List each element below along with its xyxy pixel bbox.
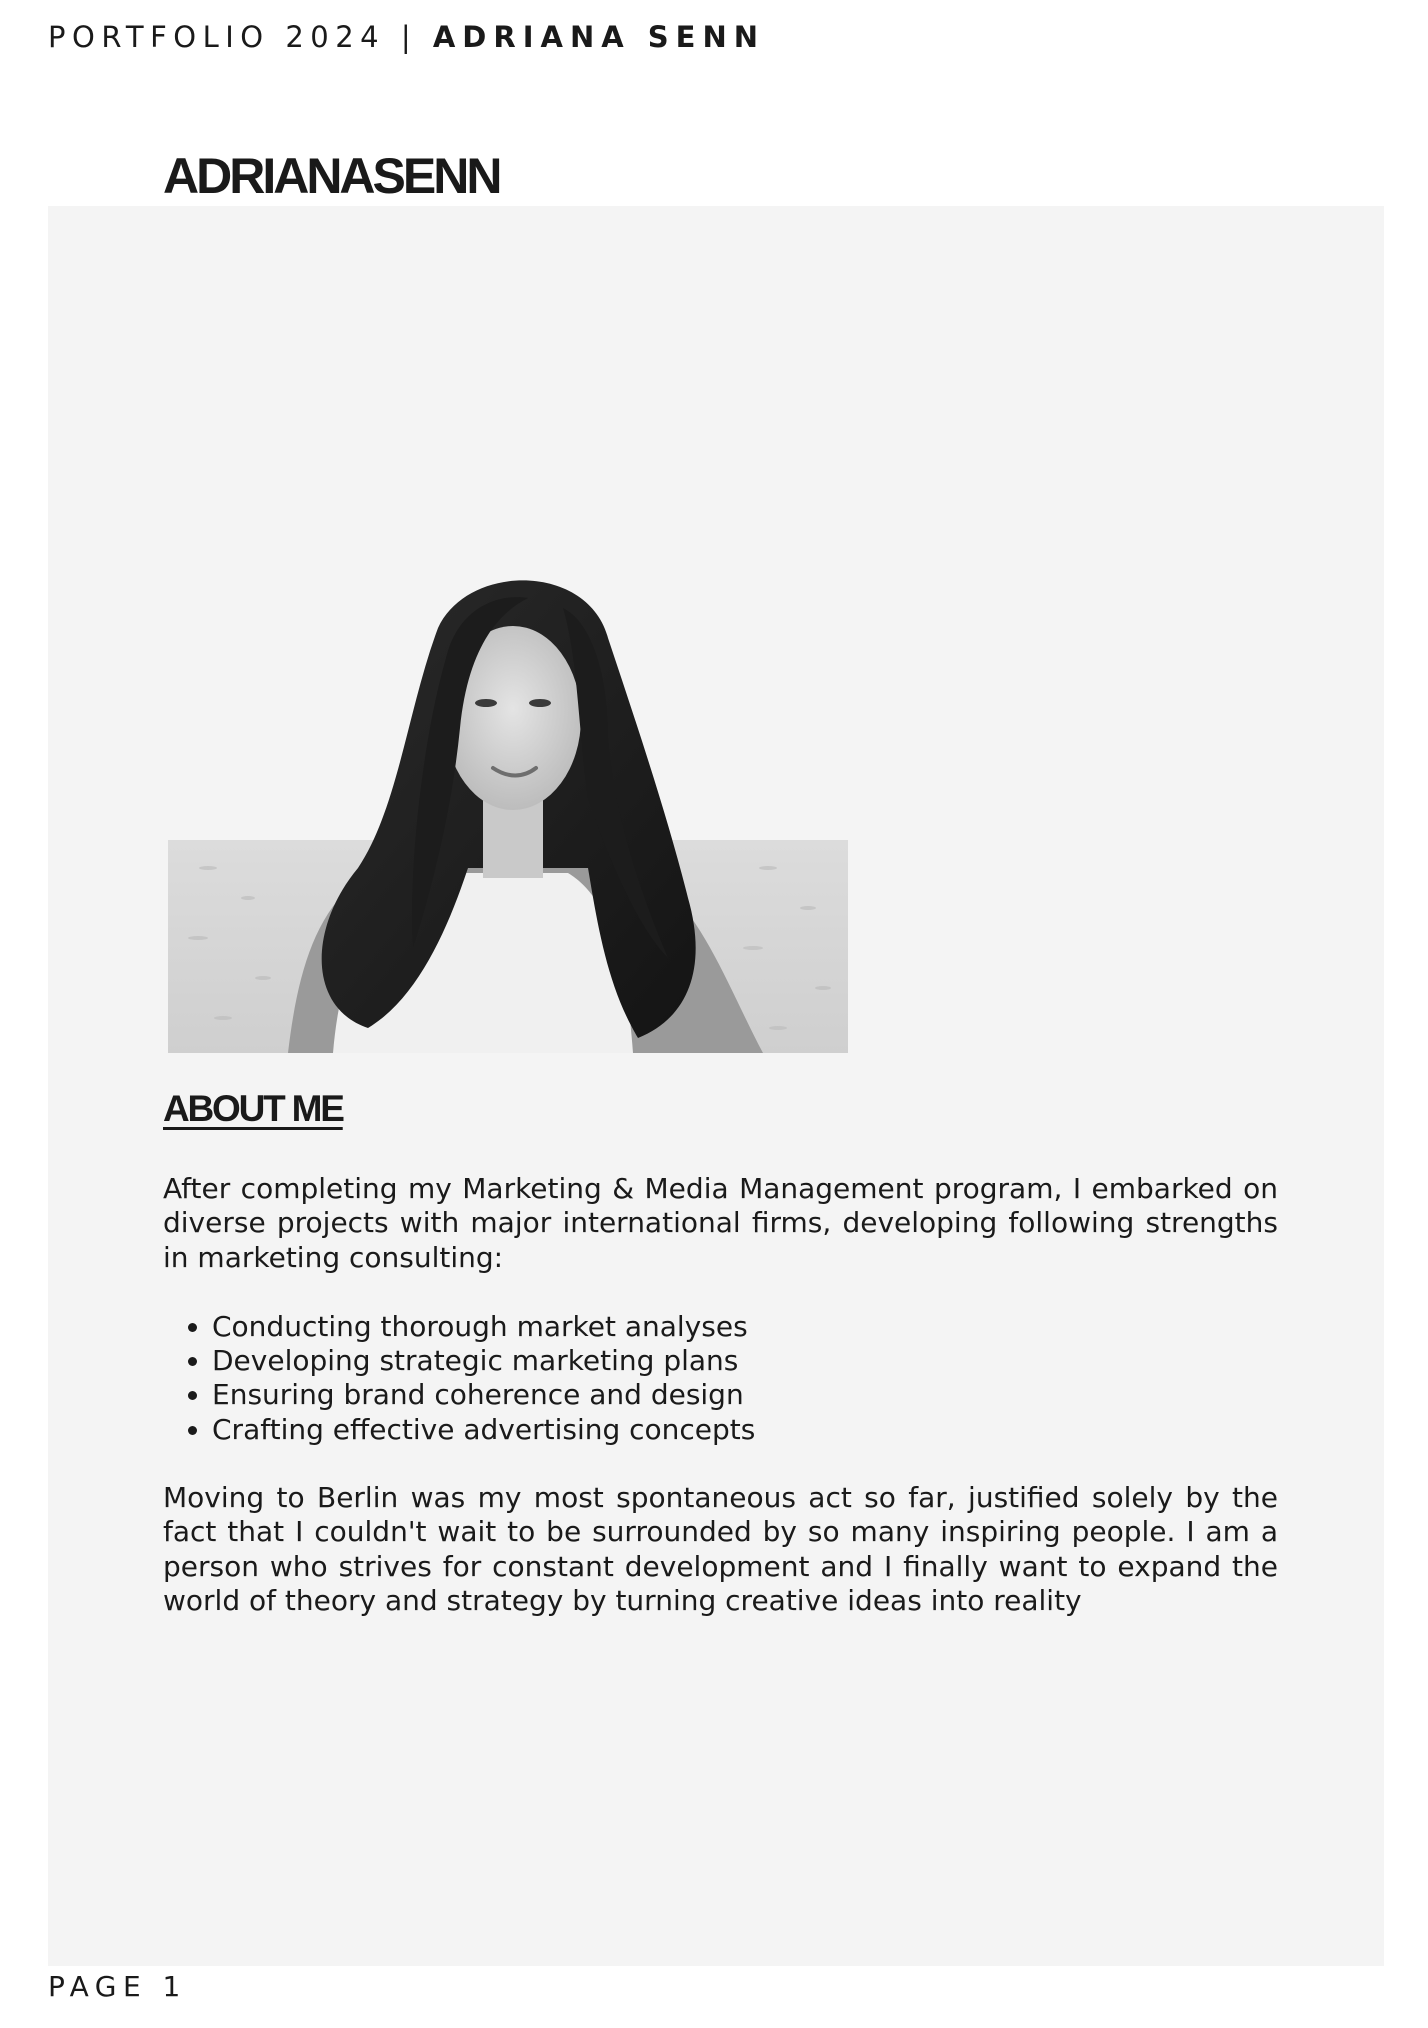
header-name: ADRIANA SENN — [432, 20, 765, 54]
list-item: • Crafting effective advertising concepts — [212, 1413, 755, 1447]
list-item: • Developing strategic marketing plans — [212, 1344, 755, 1378]
content-panel — [48, 206, 1384, 1966]
page-header — [48, 20, 765, 54]
page-number: PAGE 1 — [48, 1970, 187, 2003]
list-item: • Conducting thorough market analyses — [212, 1310, 755, 1344]
about-intro: After completing my Marketing & Media Management program, I embarked on diverse projects with major international firms, developing following strengths in marketing consulting: — [163, 1172, 1278, 1274]
page-title: ADRIANASENN — [163, 148, 500, 204]
portrait-photo — [168, 568, 848, 1053]
header-separator: | — [385, 20, 433, 54]
list-item: • Ensuring brand coherence and design — [212, 1378, 755, 1412]
about-closing: Moving to Berlin was my most spontaneous act so far, justified solely by the fact that I couldn't wait to be surrounded by so many inspiring people. I am a person who strives for constant development and I finally want to expand the world of theory and strategy by turning creative ideas into reality — [163, 1481, 1278, 1618]
header-label: PORTFOLIO 2024 — [48, 20, 386, 54]
skills-list — [163, 1310, 755, 1447]
about-heading: ABOUT ME — [163, 1088, 343, 1129]
